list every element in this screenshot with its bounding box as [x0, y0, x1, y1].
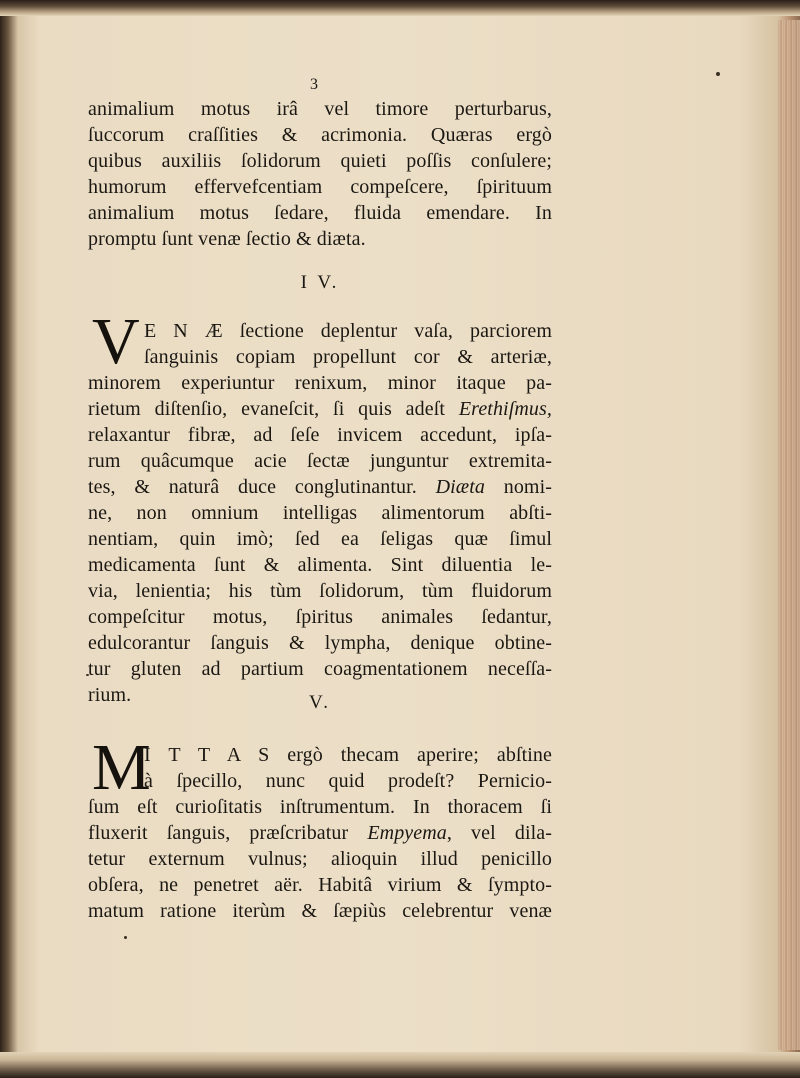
text-line: animalium motus irâ vel timore perturbarus,	[88, 98, 552, 120]
text-line: matum ratione iterùm & ſæpiùs celebrentur venæ	[88, 900, 552, 922]
text-line: edulcorantur ſanguis & lympha, denique obtine-	[88, 632, 552, 654]
text-line	[88, 820, 552, 846]
text-line: ſum eſt curioſitatis inſtrumentum. In thoracem ſi	[88, 796, 552, 818]
text-line: compeſcitur motus, ſpiritus animales ſedantur,	[88, 606, 552, 628]
drop-cap-m: M	[92, 731, 151, 804]
paper-speck	[124, 936, 127, 939]
text-line: relaxantur fibræ, ad ſeſe invicem accedunt, ipſa-	[88, 424, 552, 446]
text-line: medicamenta ſunt & alimenta. Sint diluentia le-	[88, 554, 552, 576]
text-line: à ſpecillo, nunc quid prodeſt? Pernicio-	[144, 770, 552, 792]
text-line: minorem experiuntur renixum, minor itaque pa-	[88, 372, 552, 394]
text-line	[88, 474, 552, 500]
text-line: tetur externum vulnus; alioquin illud penicillo	[88, 848, 552, 870]
italic-term-erethismus: Erethiſmus,	[458, 398, 552, 420]
text-line: rium.	[88, 684, 132, 706]
italic-term-diaeta: Diæta	[435, 476, 486, 498]
text-line: tur gluten ad partium coagmentationem neceſſa-	[88, 658, 552, 680]
section-heading-iv: I V.	[300, 272, 340, 293]
text-line: ſanguinis copiam propellunt cor & arteriæ,	[144, 346, 552, 368]
book-bottom-edge	[0, 1052, 800, 1078]
text-segment: nomi-	[485, 476, 553, 498]
text-line: rum quâcumque acie ſectæ junguntur extremita-	[88, 450, 552, 472]
text-line: E N Æ ſectione deplentur vaſa, parciorem	[144, 320, 552, 342]
italic-term-empyema: Empyema	[367, 822, 447, 844]
text-line: obſera, ne penetret aër. Habitâ virium & ſympto-	[88, 874, 552, 896]
text-segment: , vel dila-	[446, 822, 552, 844]
section-heading-v: V.	[308, 692, 332, 713]
page-number: 3	[310, 76, 318, 93]
drop-cap-v: V	[92, 305, 140, 378]
text-segment: tes, & naturâ duce conglutinantur.	[88, 476, 436, 498]
text-segment: fluxerit ſanguis, præſcribatur	[88, 822, 368, 844]
text-line: animalium motus ſedare, fluida emendare. In	[88, 202, 552, 224]
text-line: I T T A S ergò thecam aperire; abſtine	[144, 744, 552, 766]
text-line: nentiam, quin imò; ſed ea ſeligas quæ ſimul	[88, 528, 552, 550]
text-line: ſuccorum craſſities & acrimonia. Quæras ergò	[88, 124, 552, 146]
text-line	[88, 396, 552, 422]
text-line: ne, non omnium intelligas alimentorum abſti-	[88, 502, 552, 524]
text-line: promptu ſunt venæ ſectio & diæta.	[88, 228, 366, 250]
page-stack-edge	[778, 20, 800, 1050]
text-line: humorum effervefcentiam compeſcere, ſpirituum	[88, 176, 552, 198]
text-segment: rietum diſtenſio, evaneſcit, ſi quis adeſt	[88, 398, 459, 420]
text-line: via, lenientia; his tùm ſolidorum, tùm fluidorum	[88, 580, 552, 602]
book-top-edge	[0, 0, 800, 16]
paper-speck	[716, 72, 720, 76]
text-line: quibus auxiliis ſolidorum quieti poſſis conſulere;	[88, 150, 552, 172]
